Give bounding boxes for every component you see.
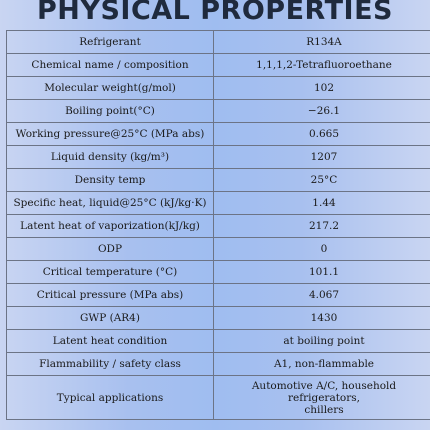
- property-value: 0.665: [214, 123, 430, 146]
- property-label: Latent heat of vaporization(kJ/kg): [7, 215, 214, 238]
- property-value: 25°C: [214, 169, 430, 192]
- property-label: Chemical name / composition: [7, 54, 214, 77]
- table-row: [7, 146, 430, 169]
- table-row: [7, 330, 430, 353]
- property-value: 4.067: [214, 284, 430, 307]
- table-row: [7, 376, 430, 420]
- property-value-line: Automotive A/C, household refrigerators,: [251, 379, 397, 404]
- property-value: 102: [214, 77, 430, 100]
- table-row: [7, 215, 430, 238]
- property-value: at boiling point: [214, 330, 430, 353]
- table-row: [7, 353, 430, 376]
- table-row: [7, 31, 430, 54]
- property-label: Flammability / safety class: [7, 353, 214, 376]
- property-label: GWP (AR4): [7, 307, 214, 330]
- property-value: 101.1: [214, 261, 430, 284]
- page-title: PHYSICAL PROPERTIES: [37, 0, 393, 26]
- property-label: Critical pressure (MPa abs): [7, 284, 214, 307]
- property-label: Density temp: [7, 169, 214, 192]
- property-value: 0: [214, 238, 430, 261]
- table-row: [7, 238, 430, 261]
- property-label: ODP: [7, 238, 214, 261]
- property-value: 217.2: [214, 215, 430, 238]
- table-row: [7, 100, 430, 123]
- properties-table: [6, 30, 430, 420]
- property-value: 1,1,1,2-Tetrafluoroethane: [214, 54, 430, 77]
- property-label: Refrigerant: [7, 31, 214, 54]
- property-label: Critical temperature (°C): [7, 261, 214, 284]
- property-label: Latent heat condition: [7, 330, 214, 353]
- property-value: [214, 376, 430, 420]
- property-value: A1, non-flammable: [214, 353, 430, 376]
- property-value: −26.1: [214, 100, 430, 123]
- table-row: [7, 77, 430, 100]
- property-label: Specific heat, liquid@25°C (kJ/kg·K): [7, 192, 214, 215]
- table-row: [7, 284, 430, 307]
- table-row: [7, 192, 430, 215]
- table-row: [7, 169, 430, 192]
- property-value: 1207: [214, 146, 430, 169]
- property-label: Typical applications: [7, 376, 214, 420]
- table-row: [7, 307, 430, 330]
- property-label: Working pressure@25°C (MPa abs): [7, 123, 214, 146]
- table-row: [7, 54, 430, 77]
- property-value: 1.44: [214, 192, 430, 215]
- property-label: Molecular weight(g/mol): [7, 77, 214, 100]
- table-row: [7, 123, 430, 146]
- property-value: 1430: [214, 307, 430, 330]
- property-label: Boiling point(°C): [7, 100, 214, 123]
- table-row: [7, 261, 430, 284]
- property-label: Liquid density (kg/m³): [7, 146, 214, 169]
- property-value-line: chillers: [304, 403, 344, 416]
- property-value: R134A: [214, 31, 430, 54]
